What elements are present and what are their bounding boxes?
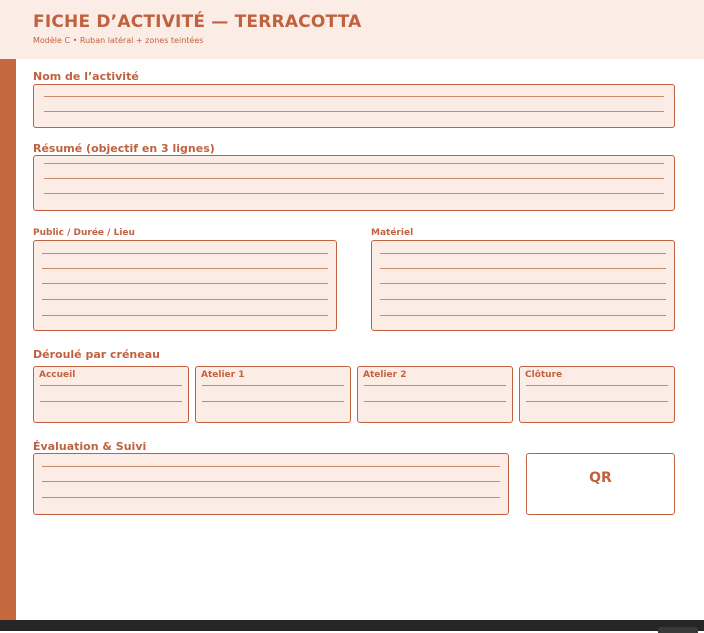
header [0,0,704,59]
writing-line [380,253,666,254]
writing-line [202,401,344,402]
writing-line [42,253,328,254]
writing-line [42,268,328,269]
writing-line [42,299,328,300]
slot-title: Accueil [39,370,76,380]
resume-label: Résumé (objectif en 3 lignes) [33,142,215,155]
evaluation-label: Évaluation & Suivi [33,440,147,453]
writing-line [364,385,506,386]
slot-accueil[interactable] [33,366,189,423]
slot-atelier-2[interactable] [357,366,513,423]
slot-title: Clôture [525,370,563,380]
page-title: FICHE D’ACTIVITÉ — TERRACOTTA [33,12,362,32]
slot-cloture[interactable] [519,366,675,423]
writing-line [380,268,666,269]
scroll-handle[interactable] [658,627,698,633]
writing-line [380,283,666,284]
slot-title: Atelier 1 [201,370,245,380]
writing-line [364,401,506,402]
writing-line [44,163,664,164]
writing-line [44,96,664,97]
qr-label: QR [589,470,612,486]
writing-line [42,315,328,316]
writing-line [42,466,500,467]
public-label: Public / Durée / Lieu [33,228,135,238]
writing-line [526,385,668,386]
side-ribbon [0,59,16,620]
writing-line [202,385,344,386]
writing-line [44,193,664,194]
nom-label: Nom de l’activité [33,70,139,83]
slot-title: Atelier 2 [363,370,407,380]
materiel-box[interactable] [371,240,675,331]
qr-placeholder [526,453,675,515]
writing-line [40,385,182,386]
writing-line [40,401,182,402]
slot-atelier-1[interactable] [195,366,351,423]
writing-line [44,111,664,112]
materiel-label: Matériel [371,228,414,238]
bottom-bar [0,620,704,631]
writing-line [380,299,666,300]
page-subtitle: Modèle C • Ruban latéral + zones teintées [33,36,204,45]
writing-line [42,283,328,284]
public-box[interactable] [33,240,337,331]
writing-line [42,481,500,482]
deroule-label: Déroulé par créneau [33,348,160,361]
writing-line [44,178,664,179]
writing-line [526,401,668,402]
writing-line [42,497,500,498]
evaluation-box[interactable] [33,453,509,515]
nom-box[interactable] [33,84,675,128]
writing-line [380,315,666,316]
resume-box[interactable] [33,155,675,211]
